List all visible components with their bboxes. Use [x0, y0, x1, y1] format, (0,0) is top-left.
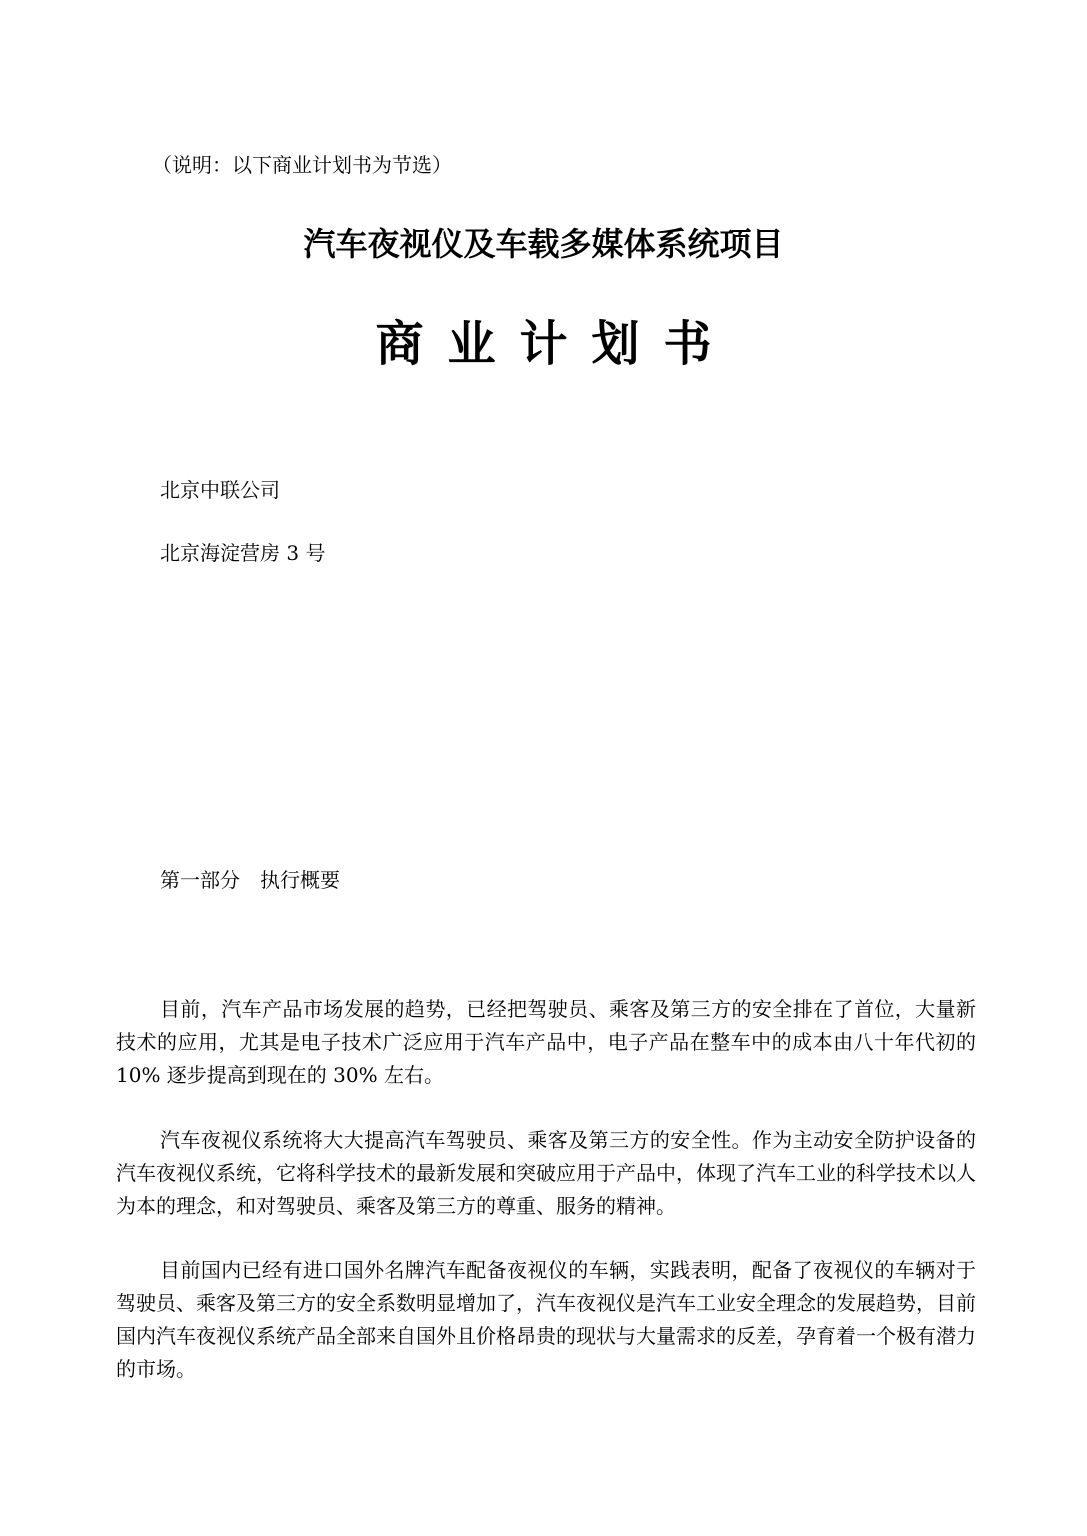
section-heading: 第一部分 执行概要 [160, 868, 340, 892]
company-name: 北京中联公司 [160, 478, 280, 502]
excerpt-note: （说明：以下商业计划书为节选） [152, 153, 452, 177]
body-paragraph-2: 汽车夜视仪系统将大大提高汽车驾驶员、乘客及第三方的安全性。作为主动安全防护设备的汽车夜视仪系统，它将科学技术的最新发展和突破应用于产品中，体现了汽车工业的科学技术以人为本的理念，和对驾驶员、乘客及第三方的尊重、服务的精神。 [116, 1128, 976, 1218]
body-paragraph-1: 目前，汽车产品市场发展的趋势，已经把驾驶员、乘客及第三方的安全排在了首位，大量新技术的应用，尤其是电子技术广泛应用于汽车产品中，电子产品在整车中的成本由八十年代初的 10% 逐步提高到现在的 30% 左右。 [116, 997, 976, 1087]
body-paragraph-3: 目前国内已经有进口国外名牌汽车配备夜视仪的车辆，实践表明，配备了夜视仪的车辆对于驾驶员、乘客及第三方的安全系数明显增加了，汽车夜视仪是汽车工业安全理念的发展趋势，目前国内汽车夜视仪系统产品全部来自国外且价格昂贵的现状与大量需求的反差，孕育着一个极有潜力的市场。 [116, 1258, 976, 1381]
project-title: 汽车夜视仪及车载多媒体系统项目 [303, 225, 784, 263]
company-address: 北京海淀营房 3 号 [160, 541, 326, 565]
document-title: 商业计划书 [375, 316, 736, 372]
